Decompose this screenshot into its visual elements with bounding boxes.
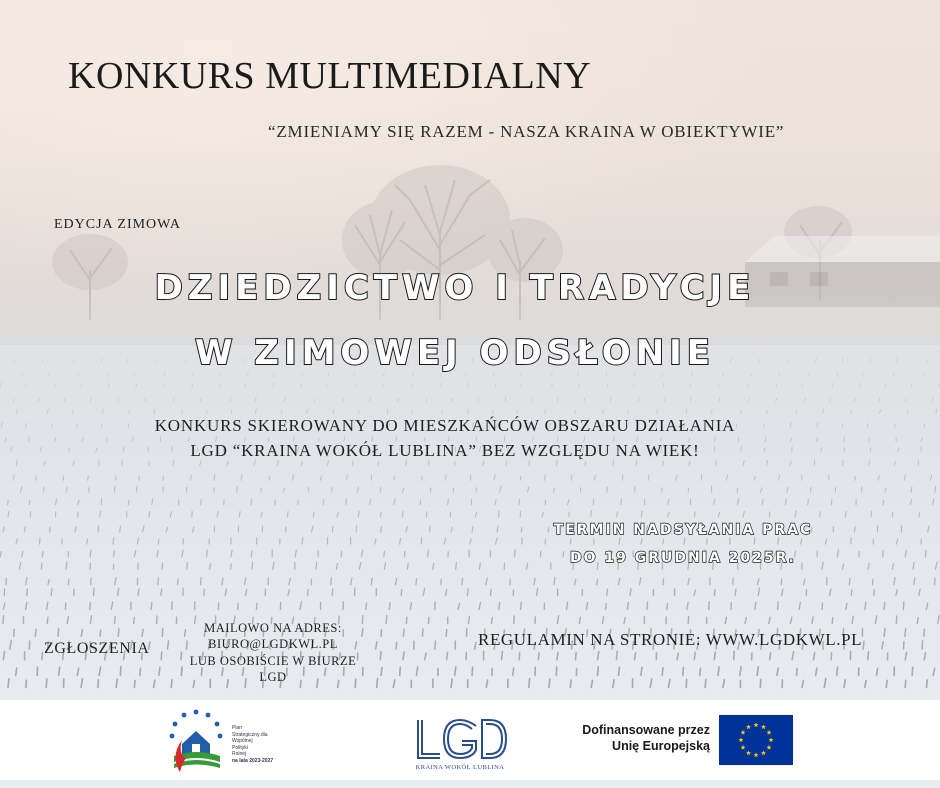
plan-text-line: na lata 2023-2027 — [232, 757, 274, 764]
contest-title: KONKURS MULTIMEDIALNY — [68, 55, 592, 97]
edition-label: EDYCJA ZIMOWA — [54, 217, 181, 232]
submissions-label: ZGŁOSZENIA — [44, 640, 150, 657]
plan-text-line: Plan — [232, 725, 243, 731]
lgd-logo — [410, 714, 510, 764]
description-line-2: LGD “KRAINA WOKÓŁ LUBLINA” BEZ WZGLĘDU NA WIEK! — [190, 441, 700, 460]
description-line-1: KONKURS SKIEROWANY DO MIESZKAŃCÓW OBSZARU DZIAŁANIA — [154, 416, 736, 435]
plan-text-line: Polityki — [232, 744, 248, 751]
eu-funding-line-1: Dofinansowane przez — [582, 723, 710, 737]
eu-funding-text — [562, 722, 710, 754]
submission-method-email: MAILOWO NA ADRES: — [204, 621, 342, 635]
office-name: LGD — [259, 670, 287, 684]
lgd-logo-subtitle: KRAINA WOKÓŁ LUBLINA — [415, 764, 505, 771]
plan-strategiczny-logo — [160, 706, 232, 776]
plan-strategiczny-text — [232, 725, 302, 764]
plan-text-line: Rolnej — [232, 751, 247, 757]
contest-slogan: “ZMIENIAMY SIĘ RAZEM - NASZA KRAINA W OBIEKTYWIE” — [268, 122, 785, 141]
submission-method-office: LUB OSOBIŚCIE W BIURZE — [189, 654, 357, 668]
eu-funding-line-2: Unię Europejską — [612, 739, 710, 753]
eu-flag-icon — [719, 715, 793, 765]
deadline-line-1: TERMIN NADSYŁANIA PRAC — [553, 522, 813, 538]
contact-email: BIURO@LGDKWL.PL — [208, 637, 338, 651]
deadline-line-2: DO 19 GRUDNIA 2025R. — [570, 550, 796, 566]
plan-text-line: Wspólnej — [232, 738, 253, 744]
rules-website: REGULAMIN NA STRONIE: WWW.LGDKWL.PL — [478, 630, 863, 649]
headline-line-2: W ZIMOWEJ ODSŁONIE — [194, 333, 716, 373]
headline-line-1: DZIEDZICTWO I TRADYCJE — [154, 268, 756, 308]
plan-text-line: Strategiczny dla — [232, 731, 268, 738]
